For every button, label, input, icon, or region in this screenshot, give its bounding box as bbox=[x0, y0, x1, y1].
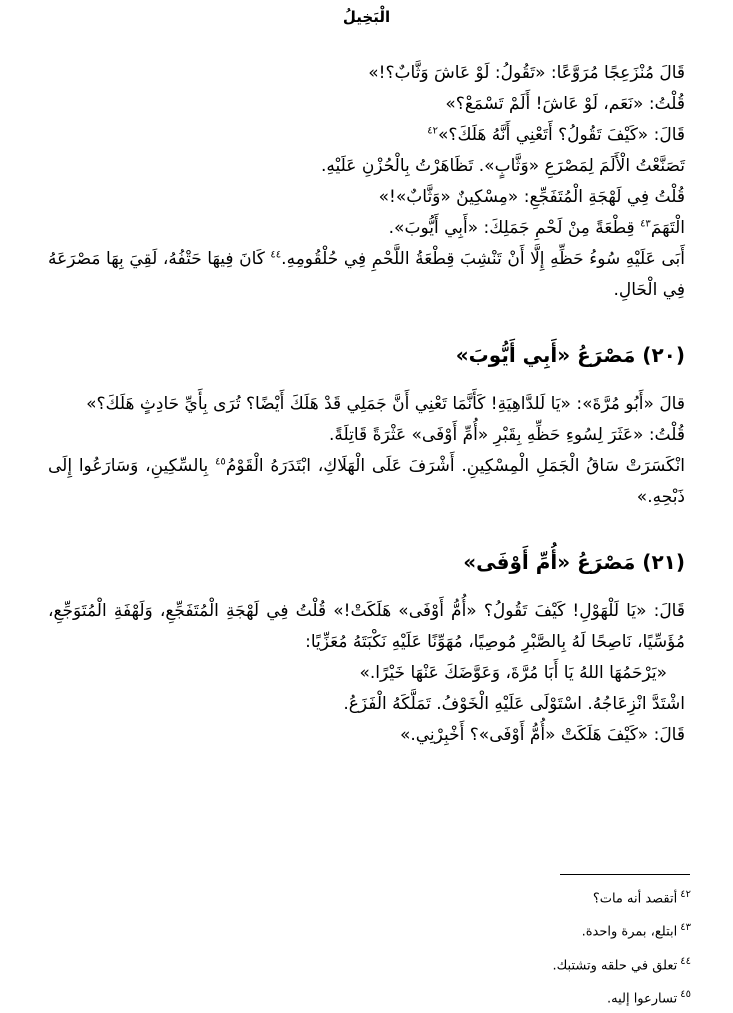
footnotes bbox=[300, 880, 691, 1013]
text-line: قُلْتُ فِي لَهْجَةِ الْمُتَفَجِّعِ: «مِسْكِينٌ «وَثَّابٌ»!» bbox=[378, 187, 685, 207]
section-heading-20: (٢٠) مَصْرَعُ «أَبِي أَيُّوبَ» bbox=[455, 343, 685, 367]
footnote-number: ٤٥ bbox=[680, 988, 691, 1000]
footnote-ref-44: ٤٤ bbox=[270, 249, 282, 261]
text-line: قُلْتُ: «عَثَرَ لِسُوءِ حَظِّهِ بِقَبْرِ «أُمِّ أَوْفَى» عَثْرَةً قَاتِلَةً. bbox=[328, 425, 685, 445]
footnote-text: تسارعوا إليه. bbox=[606, 991, 678, 1007]
main-text bbox=[48, 58, 685, 751]
footnote-ref-45: ٤٥ bbox=[215, 456, 226, 468]
text-paragraph: قَالَ: «يَا لَلْهَوْلِ! كَيْفَ تَقُولُ؟ «أُمُّ أَوْفَى» هَلَكَتْ!» قُلْتُ فِي لَهْجَةِ الْمُتَفَجِّعِ، وَلَهْفَةِ الْمُتَوَجِّعِ، مُؤَسِّيًا، نَاصِحًا لَهُ بِالصَّبْرِ مُوصِيًا، مُهَوِّنًا عَلَيْهِ نَكْبَتَهُ مُعَزِّيًا: bbox=[48, 601, 685, 652]
footnote-ref-43: ٤٣ bbox=[640, 218, 651, 230]
footnote-number: ٤٢ bbox=[680, 889, 691, 900]
text-line: قَالَ مُنْزَعِجًا مُرَوَّعًا: «تَقُولُ: لَوْ عَاشَ وَثَّابٌ؟!» bbox=[368, 63, 685, 83]
text-line: اشْتَدَّ انْزِعَاجُهُ. اسْتَوْلَى عَلَيْهِ الْخَوْفُ. تَمَلَّكَهُ الْفَزَعُ. bbox=[343, 694, 685, 714]
text-line: قُلْتُ: «نَعَم، لَوْ عَاشَ! أَلَمْ تَسْمَعْ؟» bbox=[445, 94, 685, 114]
footnote-item bbox=[300, 980, 691, 1013]
footnote-text: ابتلع، بمرة واحدة. bbox=[581, 924, 678, 940]
footnote-item bbox=[300, 947, 691, 980]
text-line: «يَرْحَمُهَا اللهُ يَا أَبَا مُرَّةَ، وَعَوَّضَكَ عَنْهَا خَيْرًا.» bbox=[359, 663, 667, 683]
footnote-number: ٤٣ bbox=[680, 922, 691, 934]
footnote-number: ٤٤ bbox=[680, 955, 691, 967]
running-header: الْبَخِيلُ bbox=[342, 8, 391, 26]
footnote-divider bbox=[560, 874, 690, 875]
footnote-item bbox=[300, 913, 691, 946]
text-paragraph: انْكَسَرَتْ سَاقُ الْجَمَلِ الْمِسْكِينِ. أَشْرَفَ عَلَى الْهَلَاكِ، ابْتَدَرَهُ الْقَوْمُ$^{٤٥}$ بِالسِّكِينِ، وَسَارَعُوا إِلَى ذَبْحِهِ.» bbox=[48, 456, 685, 507]
footnote-text: تعلق في حلقه وتشتبك. bbox=[552, 957, 678, 973]
text-paragraph: أَبَى عَلَيْهِ سُوءُ حَظِّهِ إِلَّا أَنْ تَنْشِبَ قِطْعَةُ اللَّحْمِ فِي حُلْقُومِهِ.$^{٤٤}$ كَانَ فِيهَا حَتْفُهُ، لَقِيَ بِهَا مَصْرَعَهُ فِي الْحَالِ. bbox=[48, 249, 685, 300]
section-heading-21: (٢١) مَصْرَعُ «أُمِّ أَوْفَى» bbox=[463, 550, 685, 574]
footnote-ref-42: ٤٢ bbox=[427, 125, 439, 137]
footnote-text: أتقصد أنه مات؟ bbox=[592, 891, 678, 907]
text-line: قَالَ: «كَيْفَ تَقُولُ؟ أَتَعْنِي أَنَّهُ هَلَكَ؟»$^{٤٢}$ bbox=[427, 125, 685, 145]
text-line: تَصَنَّعْتُ الْأَلَمَ لِمَصْرَعِ «وَثَّابٍ». تَظَاهَرْتُ بِالْحُزْنِ عَلَيْهِ. bbox=[321, 156, 685, 176]
text-line: الْتَهَمَ$^{٤٣}$ قِطْعَةً مِنْ لَحْمِ جَمَلِكَ: «أَبِي أَيُّوبَ». bbox=[388, 218, 685, 238]
text-paragraph: قالَ «أَبُو مُرَّةَ»: «يَا لَلدَّاهِيَةِ! كَأَنَّمَا تَعْنِي أَنَّ جَمَلِي قَدْ هَلَكَ أَيْضًا؟ تُرَى بِأَيِّ حَادِثٍ هَلَكَ؟» bbox=[86, 394, 685, 414]
text-line: قَالَ: «كَيْفَ هَلَكَتْ «أُمُّ أَوْفَى»؟ أَخْبِرْنِي.» bbox=[399, 725, 685, 745]
footnote-item bbox=[300, 880, 691, 913]
